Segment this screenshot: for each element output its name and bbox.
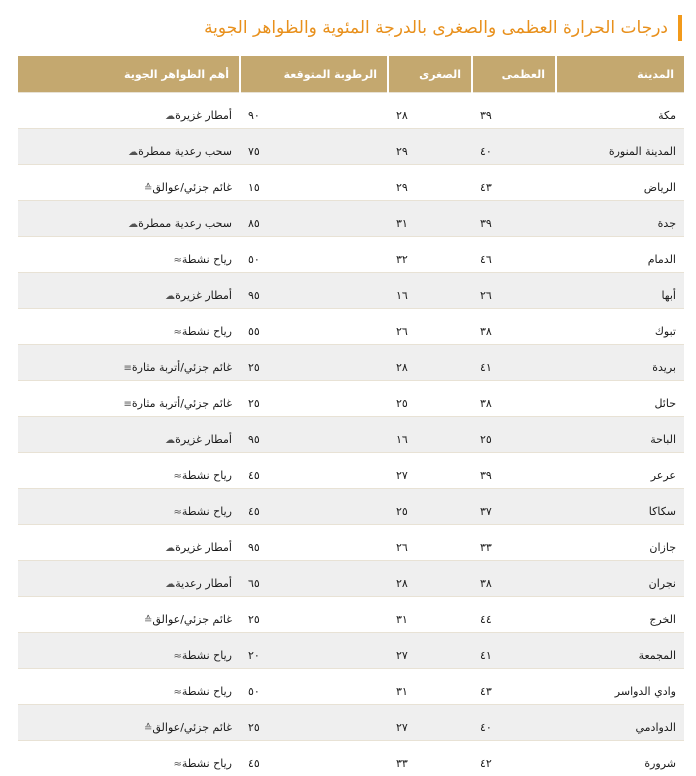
condition-text: رياح نشطة bbox=[182, 757, 232, 770]
header-humidity: الرطوبة المتوقعة bbox=[240, 56, 388, 93]
cell-min: ٢٥ bbox=[388, 381, 472, 417]
cell-max: ٤٣ bbox=[472, 165, 556, 201]
header-city: المدينة bbox=[556, 56, 684, 93]
cell-humidity: ٢٥ bbox=[240, 705, 388, 741]
storm-cloud-icon: ☁ bbox=[128, 147, 138, 158]
cell-city: جدة bbox=[556, 201, 684, 237]
cell-max: ٤٣ bbox=[472, 669, 556, 705]
table-row bbox=[18, 345, 684, 381]
cell-city: أبها bbox=[556, 273, 684, 309]
cell-max: ٤٢ bbox=[472, 741, 556, 776]
cell-max: ٤٠ bbox=[472, 705, 556, 741]
condition-text: رياح نشطة bbox=[182, 325, 232, 338]
cell-min: ٢٨ bbox=[388, 345, 472, 381]
table-row bbox=[18, 489, 684, 525]
wind-icon: ≈ bbox=[173, 471, 181, 482]
condition-text: رياح نشطة bbox=[182, 253, 232, 266]
table-row bbox=[18, 417, 684, 453]
cell-humidity: ٤٥ bbox=[240, 741, 388, 776]
cell-conditions bbox=[18, 561, 240, 597]
condition-text: غائم جزئي/أتربة مثارة bbox=[132, 361, 232, 374]
dust-icon: ≡ bbox=[124, 363, 132, 374]
partly-cloudy-icon: ≙ bbox=[144, 723, 152, 734]
wind-icon: ≈ bbox=[173, 255, 181, 266]
cell-city: جازان bbox=[556, 525, 684, 561]
cell-conditions bbox=[18, 165, 240, 201]
table-row bbox=[18, 525, 684, 561]
cell-city: المدينة المنورة bbox=[556, 129, 684, 165]
condition-text: رياح نشطة bbox=[182, 469, 232, 482]
cell-humidity: ٢٥ bbox=[240, 345, 388, 381]
cell-min: ٣١ bbox=[388, 669, 472, 705]
wind-icon: ≈ bbox=[173, 759, 181, 770]
condition-text: غائم جزئي/عوالق bbox=[152, 613, 232, 626]
condition-text: سحب رعدية ممطرة bbox=[138, 217, 232, 230]
table-header-row bbox=[18, 56, 684, 93]
cell-max: ٣٨ bbox=[472, 381, 556, 417]
cell-max: ٣٩ bbox=[472, 453, 556, 489]
table-body bbox=[18, 93, 684, 776]
condition-text: أمطار غزيرة bbox=[175, 541, 232, 554]
thunder-rain-icon: ☁ bbox=[165, 579, 175, 590]
cell-max: ٤١ bbox=[472, 345, 556, 381]
cell-humidity: ٤٥ bbox=[240, 489, 388, 525]
cell-conditions bbox=[18, 597, 240, 633]
cell-max: ٤١ bbox=[472, 633, 556, 669]
header-conditions: أهم الظواهر الجوية bbox=[18, 56, 240, 93]
cell-humidity: ٦٥ bbox=[240, 561, 388, 597]
cloud-rain-icon: ☁ bbox=[165, 291, 175, 302]
wind-icon: ≈ bbox=[173, 507, 181, 518]
cell-city: نجران bbox=[556, 561, 684, 597]
cell-city: الرياض bbox=[556, 165, 684, 201]
cell-humidity: ٩٥ bbox=[240, 273, 388, 309]
condition-text: رياح نشطة bbox=[182, 505, 232, 518]
cell-humidity: ١٥ bbox=[240, 165, 388, 201]
cell-city: مكة bbox=[556, 93, 684, 129]
cell-conditions bbox=[18, 741, 240, 776]
table-row bbox=[18, 129, 684, 165]
cell-min: ٣١ bbox=[388, 201, 472, 237]
cell-conditions bbox=[18, 417, 240, 453]
cell-city: شرورة bbox=[556, 741, 684, 776]
cell-max: ٣٨ bbox=[472, 309, 556, 345]
cell-humidity: ٩٥ bbox=[240, 525, 388, 561]
title-accent-bar bbox=[678, 15, 682, 41]
cell-humidity: ٥٥ bbox=[240, 309, 388, 345]
partly-cloudy-icon: ≙ bbox=[144, 615, 152, 626]
table-row bbox=[18, 741, 684, 776]
cell-min: ٢٨ bbox=[388, 93, 472, 129]
table-row bbox=[18, 165, 684, 201]
cell-conditions bbox=[18, 633, 240, 669]
condition-text: أمطار غزيرة bbox=[175, 433, 232, 446]
table-row bbox=[18, 201, 684, 237]
condition-text: رياح نشطة bbox=[182, 685, 232, 698]
cell-conditions bbox=[18, 93, 240, 129]
cell-min: ٢٨ bbox=[388, 561, 472, 597]
wind-icon: ≈ bbox=[173, 651, 181, 662]
cell-conditions bbox=[18, 669, 240, 705]
cell-conditions bbox=[18, 525, 240, 561]
cell-humidity: ٨٥ bbox=[240, 201, 388, 237]
cell-conditions bbox=[18, 201, 240, 237]
cell-city: عرعر bbox=[556, 453, 684, 489]
cell-min: ١٦ bbox=[388, 417, 472, 453]
cell-min: ١٦ bbox=[388, 273, 472, 309]
table-row bbox=[18, 381, 684, 417]
cell-max: ٣٣ bbox=[472, 525, 556, 561]
cloud-rain-icon: ☁ bbox=[165, 543, 175, 554]
header-min: الصغرى bbox=[388, 56, 472, 93]
cell-min: ٢٧ bbox=[388, 453, 472, 489]
title-bar bbox=[14, 14, 682, 42]
cloud-rain-icon: ☁ bbox=[165, 111, 175, 122]
table-row bbox=[18, 705, 684, 741]
cell-city: الباحة bbox=[556, 417, 684, 453]
table-row bbox=[18, 633, 684, 669]
cell-humidity: ٥٠ bbox=[240, 237, 388, 273]
cell-min: ٢٦ bbox=[388, 309, 472, 345]
cell-max: ٤٤ bbox=[472, 597, 556, 633]
cloud-rain-icon: ☁ bbox=[165, 435, 175, 446]
cell-min: ٢٩ bbox=[388, 165, 472, 201]
cell-min: ٣٣ bbox=[388, 741, 472, 776]
table-row bbox=[18, 237, 684, 273]
cell-max: ٣٨ bbox=[472, 561, 556, 597]
dust-icon: ≡ bbox=[124, 399, 132, 410]
table-row bbox=[18, 561, 684, 597]
cell-min: ٢٧ bbox=[388, 705, 472, 741]
cell-max: ٣٧ bbox=[472, 489, 556, 525]
storm-cloud-icon: ☁ bbox=[128, 219, 138, 230]
cell-conditions bbox=[18, 273, 240, 309]
cell-humidity: ٢٥ bbox=[240, 597, 388, 633]
cell-conditions bbox=[18, 453, 240, 489]
cell-min: ٣٢ bbox=[388, 237, 472, 273]
table-row bbox=[18, 669, 684, 705]
condition-text: أمطار غزيرة bbox=[175, 109, 232, 122]
cell-city: تبوك bbox=[556, 309, 684, 345]
wind-icon: ≈ bbox=[173, 687, 181, 698]
cell-city: بريدة bbox=[556, 345, 684, 381]
cell-max: ٣٩ bbox=[472, 93, 556, 129]
cell-max: ٤٠ bbox=[472, 129, 556, 165]
cell-city: الدمام bbox=[556, 237, 684, 273]
condition-text: غائم جزئي/عوالق bbox=[152, 181, 232, 194]
table-row bbox=[18, 453, 684, 489]
cell-city: الخرج bbox=[556, 597, 684, 633]
header-max: العظمى bbox=[472, 56, 556, 93]
condition-text: غائم جزئي/عوالق bbox=[152, 721, 232, 734]
cell-min: ٢٥ bbox=[388, 489, 472, 525]
cell-conditions bbox=[18, 381, 240, 417]
cell-city: حائل bbox=[556, 381, 684, 417]
cell-max: ٢٦ bbox=[472, 273, 556, 309]
condition-text: رياح نشطة bbox=[182, 649, 232, 662]
cell-city: وادي الدواسر bbox=[556, 669, 684, 705]
wind-icon: ≈ bbox=[173, 327, 181, 338]
weather-table bbox=[18, 56, 684, 776]
cell-humidity: ٢٥ bbox=[240, 381, 388, 417]
cell-city: الدوادمي bbox=[556, 705, 684, 741]
cell-max: ٣٩ bbox=[472, 201, 556, 237]
cell-min: ٣١ bbox=[388, 597, 472, 633]
table-row bbox=[18, 273, 684, 309]
cell-humidity: ٩٥ bbox=[240, 417, 388, 453]
cell-min: ٢٩ bbox=[388, 129, 472, 165]
condition-text: غائم جزئي/أتربة مثارة bbox=[132, 397, 232, 410]
cell-max: ٤٦ bbox=[472, 237, 556, 273]
cell-city: المجمعة bbox=[556, 633, 684, 669]
condition-text: أمطار غزيرة bbox=[175, 289, 232, 302]
table-row bbox=[18, 597, 684, 633]
cell-humidity: ٤٥ bbox=[240, 453, 388, 489]
condition-text: أمطار رعدية bbox=[175, 577, 232, 590]
cell-city: سكاكا bbox=[556, 489, 684, 525]
cell-conditions bbox=[18, 129, 240, 165]
cell-max: ٢٥ bbox=[472, 417, 556, 453]
cell-min: ٢٦ bbox=[388, 525, 472, 561]
cell-humidity: ٩٠ bbox=[240, 93, 388, 129]
page-title: درجات الحرارة العظمى والصغرى بالدرجة المئوية والظواهر الجوية bbox=[204, 18, 668, 38]
cell-conditions bbox=[18, 705, 240, 741]
cell-conditions bbox=[18, 309, 240, 345]
cell-conditions bbox=[18, 345, 240, 381]
cell-humidity: ٥٠ bbox=[240, 669, 388, 705]
cell-humidity: ٢٠ bbox=[240, 633, 388, 669]
table-row bbox=[18, 309, 684, 345]
condition-text: سحب رعدية ممطرة bbox=[138, 145, 232, 158]
cell-conditions bbox=[18, 237, 240, 273]
cell-humidity: ٧٥ bbox=[240, 129, 388, 165]
table-row bbox=[18, 93, 684, 129]
cell-conditions bbox=[18, 489, 240, 525]
cell-min: ٢٧ bbox=[388, 633, 472, 669]
partly-cloudy-icon: ≙ bbox=[144, 183, 152, 194]
